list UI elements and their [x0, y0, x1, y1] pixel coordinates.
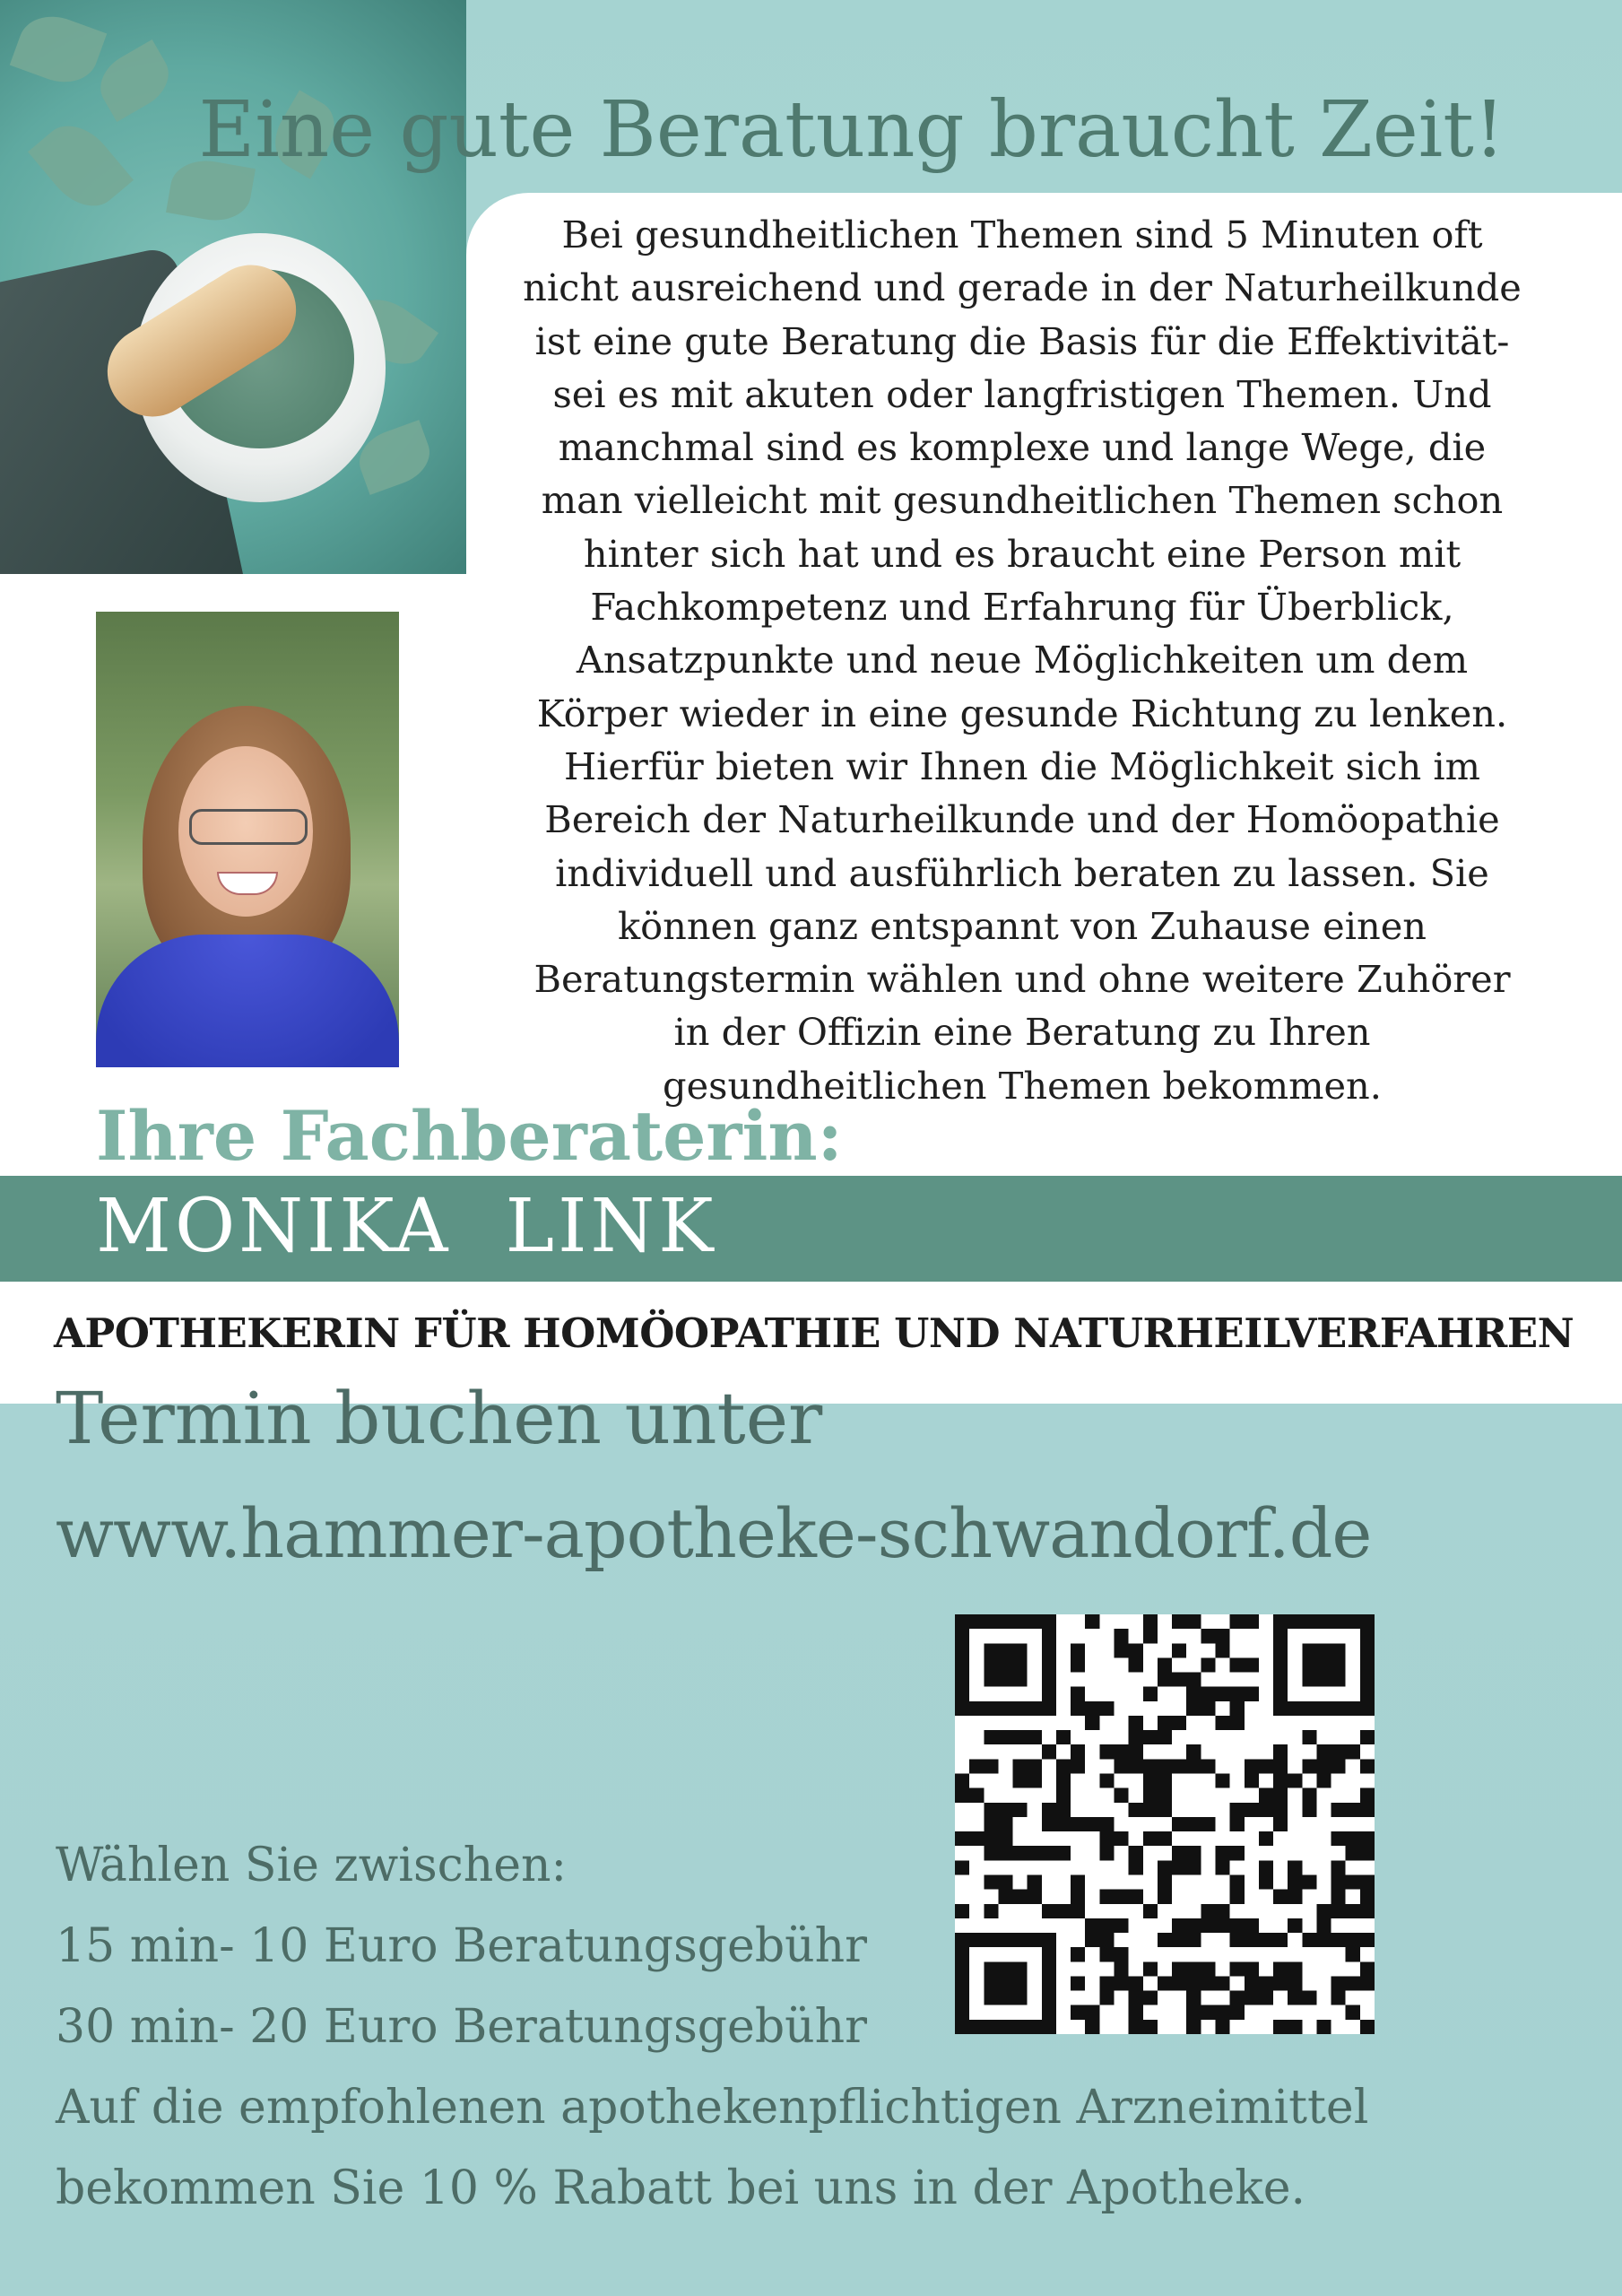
description-line: Ansatzpunkte und neue Möglichkeiten um dem [576, 638, 1469, 683]
description-line: gesundheitlichen Themen bekommen. [663, 1063, 1382, 1108]
advisor-portrait [96, 612, 399, 1067]
discount-line: bekommen Sie 10 % Rabatt bei uns in der Apotheke. [56, 2161, 1306, 2215]
option-item: 30 min- 20 Euro Beratungsgebühr [56, 2000, 867, 2054]
description-line: ist eine gute Beratung die Basis für die Effektivität- [534, 318, 1510, 363]
description-line: individuell und ausführlich beraten zu lassen. Sie [555, 850, 1489, 895]
portrait-shirt [96, 935, 399, 1067]
description-line: Bei gesundheitlichen Themen sind 5 Minuten oft [561, 213, 1483, 257]
description-text [502, 208, 1542, 1112]
page-title: Eine gute Beratung braucht Zeit! [198, 85, 1505, 175]
description-line: in der Offizin eine Beratung zu Ihren [673, 1010, 1371, 1055]
qr-code-pattern [955, 1614, 1375, 2034]
advisor-role: APOTHEKERIN FÜR HOMÖOPATHIE UND NATURHEILVERFAHREN [54, 1309, 1574, 1357]
booking-url-link[interactable]: www.hammer-apotheke-schwandorf.de [56, 1493, 1372, 1573]
advisor-label: Ihre Fachberaterin: [96, 1096, 843, 1176]
glasses-icon [189, 809, 308, 845]
eucalyptus-leaf-icon [10, 6, 108, 93]
description-line: hinter sich hat und es braucht eine Person mit [583, 531, 1462, 576]
booking-label: Termin buchen unter [56, 1377, 823, 1460]
description-line: Körper wieder in eine gesunde Richtung zu lenken. [536, 691, 1508, 735]
discount-line: Auf die empfohlenen apothekenpflichtigen Arzneimittel [56, 2081, 1369, 2135]
description-line: man vielleicht mit gesundheitlichen Themen schon [541, 478, 1504, 523]
description-line: nicht ausreichend und gerade in der Naturheilkunde [523, 265, 1522, 310]
description-line: können ganz entspannt von Zuhause einen [617, 903, 1427, 948]
description-line: Hierfür bieten wir Ihnen die Möglichkeit sich im [563, 744, 1481, 788]
description-line: Beratungstermin wählen und ohne weitere Zuhörer [533, 957, 1511, 1002]
description-line: Bereich der Naturheilkunde und der Homöopathie [544, 797, 1500, 842]
description-line: manchmal sind es komplexe und lange Wege, die [558, 425, 1487, 470]
description-line: Fachkompetenz und Erfahrung für Überblick, [590, 585, 1454, 630]
options-intro: Wählen Sie zwischen: [56, 1839, 568, 1892]
option-item: 15 min- 10 Euro Beratungsgebühr [56, 1919, 867, 1973]
advisor-name: MONIKA LINK [96, 1184, 717, 1269]
description-line: sei es mit akuten oder langfristigen Themen. Und [552, 371, 1492, 416]
